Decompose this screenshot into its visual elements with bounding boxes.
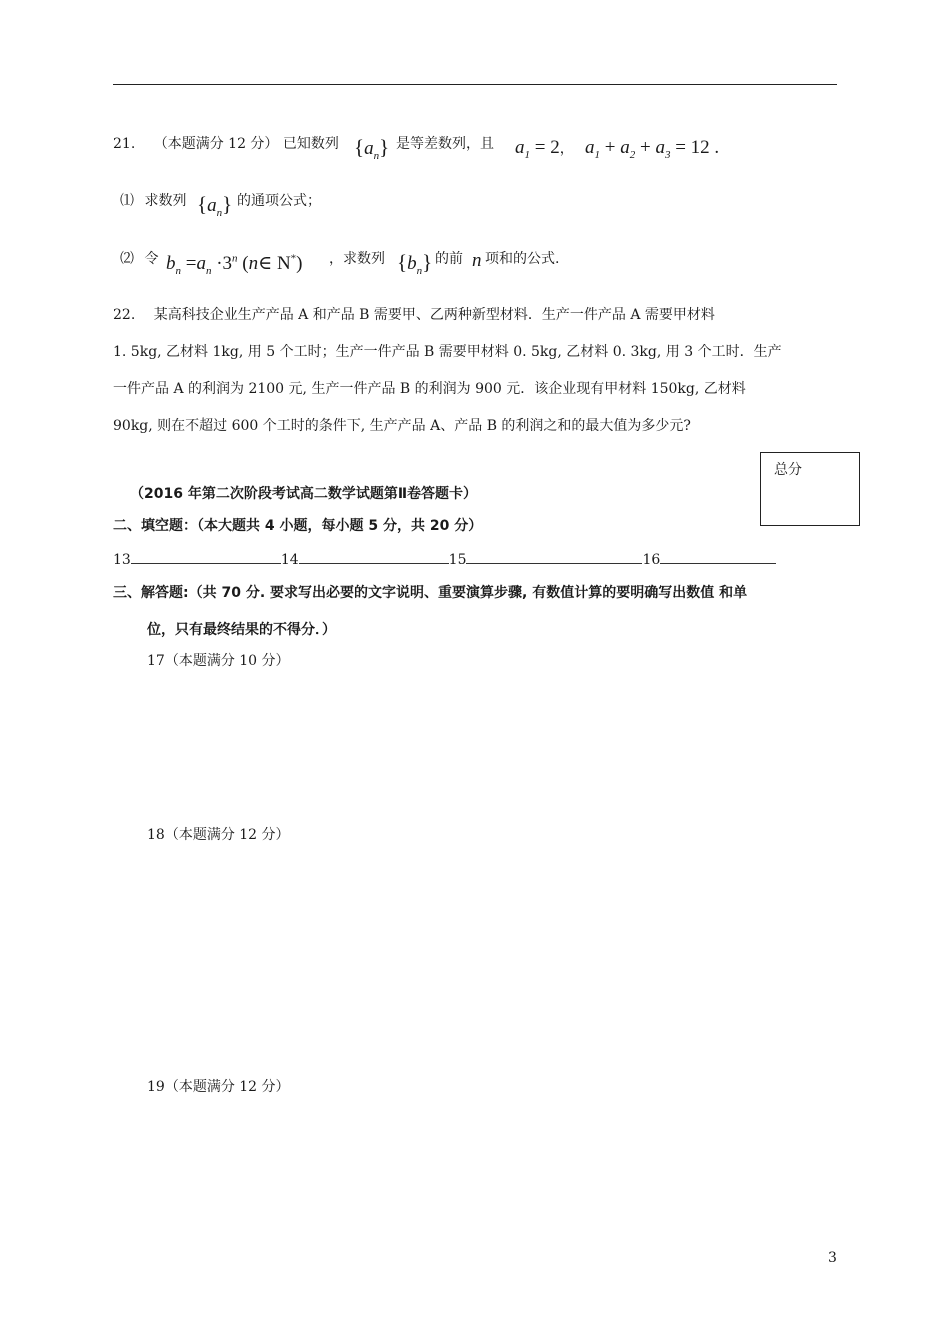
total-score-label: 总分 <box>774 462 802 478</box>
blank-label-16: 16 <box>642 552 661 568</box>
q22-line-3: 一件产品 A 的利润为 2100 元, 生产一件产品 B 的利润为 900 元．该企业现有甲材料 150kg, 乙材料 <box>113 381 746 397</box>
q21-part1-text: 的通项公式； <box>237 193 321 209</box>
blank-label-15: 15 <box>448 552 467 568</box>
q21-points: （本题满分 12 分） <box>153 136 279 152</box>
page-number: 3 <box>828 1250 837 1266</box>
header-rule <box>113 84 837 85</box>
q21-part2-label: ⑵ <box>120 251 134 267</box>
q21-number: 21. <box>113 136 136 152</box>
q21-part2-text-c: 的前 <box>435 251 463 267</box>
q21-part2-text-b: ，求数列 <box>329 251 385 267</box>
blank-label-13: 13 <box>113 552 131 568</box>
q21-part2: ⑵ 令 <box>120 251 159 267</box>
q17-heading: 17（本题满分 10 分） <box>147 653 290 669</box>
answer-blank-16[interactable] <box>660 549 776 564</box>
q21-stem-b: 是等差数列，且 <box>396 136 494 152</box>
q22-number: 22. <box>113 307 136 323</box>
q21-part2-text-d: 项和的公式. <box>485 251 560 267</box>
q18-heading: 18（本题满分 12 分） <box>147 827 290 843</box>
q22-line-4: 90kg, 则在不超过 600 个工时的条件下, 生产产品 A、产品 B 的利润之和的最大值为多少元? <box>113 418 691 434</box>
q21-sequence: $\{a_n\}$ <box>354 135 390 162</box>
fill-section-heading: 二、填空题：（本大题共 4 小题，每小题 5 分，共 20 分） <box>113 518 483 534</box>
total-score-box <box>760 452 860 526</box>
answer-blank-14[interactable] <box>299 549 449 564</box>
q21-condition-2: $a_1 + a_2 + a_3 = 12$ . <box>585 137 720 161</box>
solve-section-heading-1: 三、解答题:（共 70 分. 要求写出必要的文字说明、重要演算步骤, 有数值计算的要明确写出数值 和单 <box>113 585 748 601</box>
q22-line-2: 1. 5kg, 乙材料 1kg, 用 5 个工时；生产一件产品 B 需要甲材料 0. 5kg, 乙材料 0. 3kg, 用 3 个工时．生产 <box>113 344 782 360</box>
q21-part1-sequence: $\{a_n\}$ <box>197 192 233 219</box>
q21-part2-n: n <box>472 250 482 271</box>
solve-section-heading-2: 位，只有最终结果的不得分．） <box>147 622 336 638</box>
q19-heading: 19（本题满分 12 分） <box>147 1079 290 1095</box>
q21-part1-label: ⑴ <box>120 193 134 209</box>
blank-label-14: 14 <box>280 552 299 568</box>
q21-part2-formula: $b_n =a_n \cdot 3^n$ (n∈ N*) <box>166 252 303 277</box>
q21-part2-sequence: $\{b_n\}$ <box>397 250 433 277</box>
q21-stem-a: 已知数列 <box>282 136 339 152</box>
q21-line <box>113 133 339 153</box>
q21-part1: ⑴ 求数列 <box>120 193 187 209</box>
answer-card-title: （2016 年第二次阶段考试高二数学试题第Ⅱ卷答题卡） <box>130 486 478 502</box>
q22-line-1: 22. 某高科技企业生产产品 A 和产品 B 需要甲、乙两种新型材料．生产一件产品 A 需要甲材料 <box>113 307 715 323</box>
fill-blanks-row <box>113 549 776 568</box>
q21-condition-1: $a_1 = 2$， <box>515 137 574 161</box>
answer-blank-13[interactable] <box>131 549 281 564</box>
answer-blank-15[interactable] <box>466 549 642 564</box>
